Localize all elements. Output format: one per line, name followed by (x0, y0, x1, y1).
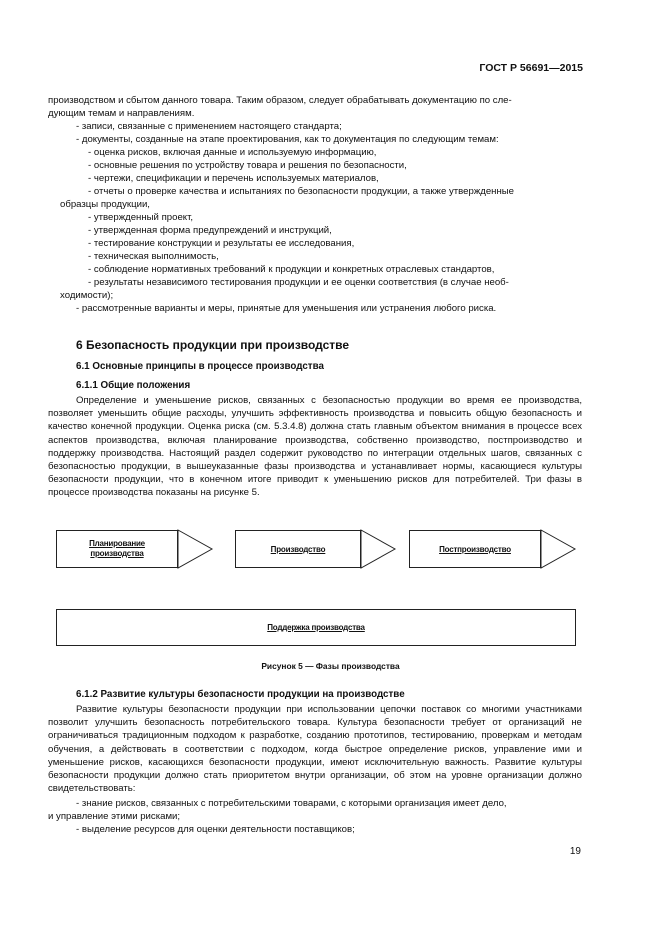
section-heading: 6 Безопасность продукции при производстве (76, 338, 350, 352)
list-item: - знание рисков, связанных с потребительскими товарами, с которыми организация имеет дело, (76, 798, 507, 809)
subsection-heading: 6.1 Основные принципы в процессе производства (76, 361, 324, 372)
list-item-continuation: ходимости); (60, 290, 114, 301)
list-item: - записи, связанные с применением настоящего стандарта; (76, 121, 342, 132)
list-item: - утвержденная форма предупреждений и инструкций, (88, 225, 332, 236)
phase-label: Производство (270, 544, 326, 554)
subsection-heading: 6.1.2 Развитие культуры безопасности продукции на производстве (76, 689, 405, 700)
phase-label: Постпроизводство (439, 544, 511, 554)
list-item: - утвержденный проект, (88, 212, 194, 223)
phase-label: производства (90, 549, 144, 558)
list-item: - чертежи, спецификации и перечень используемых материалов, (88, 173, 379, 184)
list-item-continuation: и управление этими рисками; (48, 811, 181, 822)
support-label: Поддержка производства (267, 623, 365, 632)
list-item: - рассмотренные варианты и меры, принятые для уменьшения или устранения любого риска. (76, 303, 497, 314)
paragraph: Определение и уменьшение рисков, связанных с безопасностью продукции во время ее производства, позволяет уменьшить общие расходы, улучшить эффективность производства и повысить общую безопасность и качество конечной продукции. Оценка риска (см. 5.3.4.8) должна стать главным объектом внимания в процессе всех аспектов производства, включая планирование производства, собственно производство, постпроизводство и поддержку производства. Настоящий раздел содержит руководство по интеграции отдельных шагов, связанных с безопасностью продукции, в вышеуказанные фазы производства и устанавливает нормы, касающиеся культуры безопасности продукции, что в конечном итоге приводит к уменьшению рисков для потребителей. Три фазы в процессе производства показаны на рисунке 5. (48, 395, 582, 499)
arrow-right-icon (361, 530, 397, 568)
figure-caption: Рисунок 5 — Фазы производства (261, 661, 400, 671)
page-number: 19 (569, 846, 581, 857)
list-item: - отчеты о проверке качества и испытаниях по безопасности продукции, а также утвержденные (88, 186, 515, 197)
phase-box-planning (56, 530, 178, 568)
subsection-heading: 6.1.1 Общие положения (76, 380, 191, 391)
list-item: - основные решения по устройству товара и решения по безопасности, (88, 160, 407, 171)
arrow-right-icon (541, 530, 577, 568)
list-item: - тестирование конструкции и результаты ее исследования, (88, 238, 355, 249)
phase-box-production (235, 530, 361, 568)
phase-box-postproduction (409, 530, 541, 568)
intro-line-2: дующим темам и направлениям. (48, 108, 195, 119)
arrow-right-icon (178, 530, 214, 568)
list-item: - выделение ресурсов для оценки деятельности поставщиков; (76, 824, 355, 835)
list-item: - оценка рисков, включая данные и используемую информацию, (88, 147, 377, 158)
phase-label: Планирование (89, 539, 145, 548)
list-item: - соблюдение нормативных требований к продукции и конкретных отраслевых стандартов, (88, 264, 495, 275)
list-item: - результаты независимого тестирования продукции и ее оценки соответствия (в случае необ- (88, 277, 509, 288)
support-box (56, 609, 576, 646)
list-item: - документы, созданные на этапе проектирования, как то документация по следующим темам: (76, 134, 499, 145)
paragraph: Развитие культуры безопасности продукции при использовании цепочки поставок со многими участниками позволит улучшить безопасность потребительского товара. Культура безопасности требует от организаций не ограничиваться традиционным подходом к разработке, созданию прототипов, тестированию, проверкам и методам обучения, а действовать в соответствии с подходом, когда быстрое определение рисков, управление ими и уменьшение рисков, касающихся безопасности продукции, имеют исключительную важность. Развитие культуры безопасности продукции должно стать приоритетом внутри организации, об этом на уровне организации должно свидетельствовать: (48, 704, 582, 795)
document-header: ГОСТ Р 56691—2015 (479, 62, 583, 74)
list-item-continuation: образцы продукции, (60, 199, 150, 210)
intro-line-1: производством и сбытом данного товара. Таким образом, следует обрабатывать документацию по сле- (48, 95, 512, 106)
list-item: - техническая выполнимость, (88, 251, 219, 262)
